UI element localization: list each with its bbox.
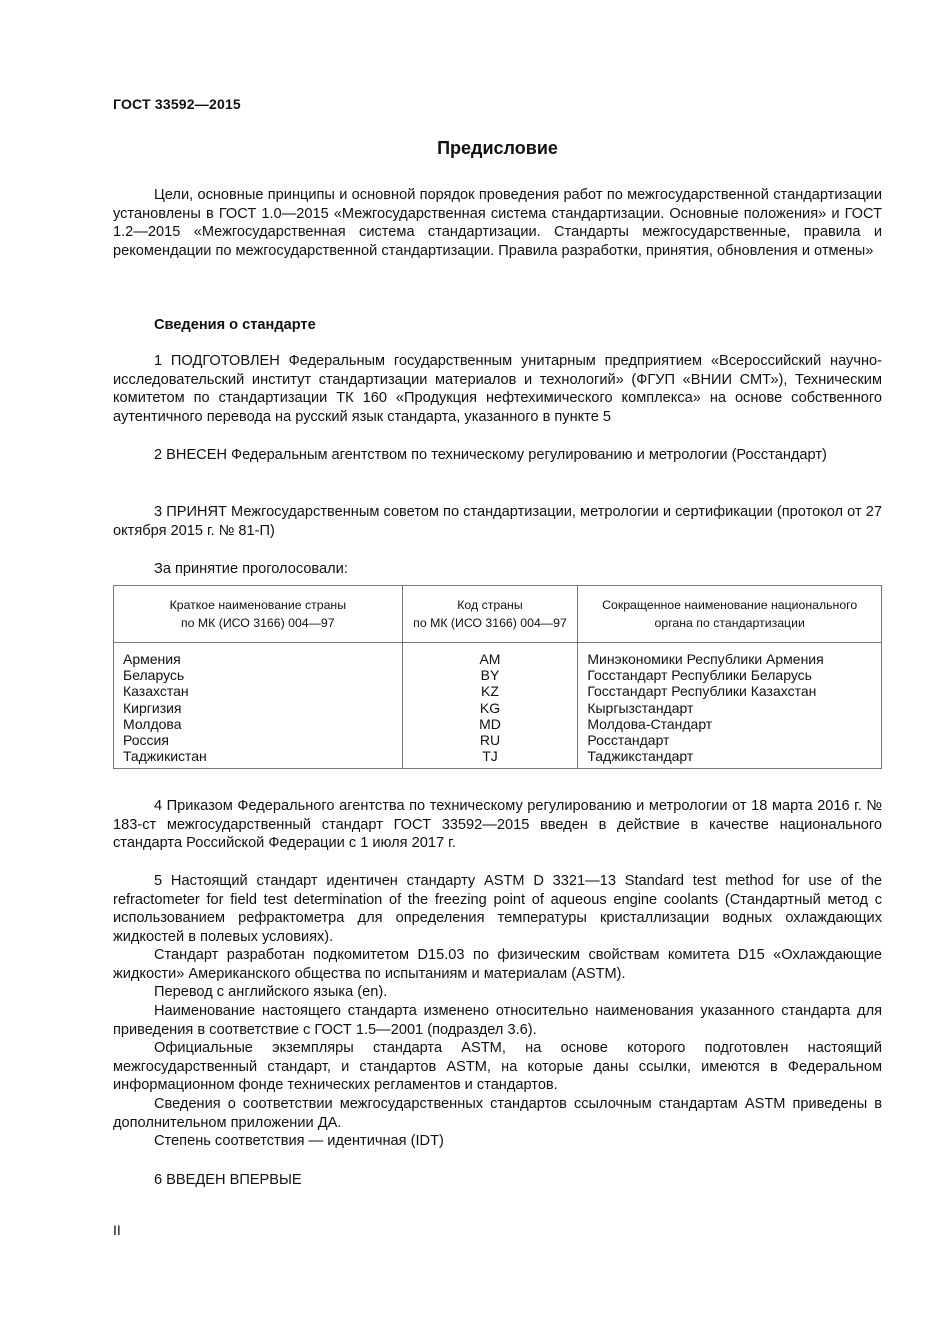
page-title: Предисловие (437, 138, 558, 158)
table-cell-country: Беларусь (114, 667, 403, 683)
table-cell-country: Армения (114, 643, 403, 668)
table-cell-org: Госстандарт Республики Беларусь (578, 667, 882, 683)
table-cell-org: Минэкономики Республики Армения (578, 643, 882, 668)
item-1-paragraph: 1 ПОДГОТОВЛЕН Федеральным государственным унитарным предприятием «Всероссийский научно-исследовательский институт стандартизации материалов и технологий» (ФГУП «ВНИИ СМТ»), Техническим комитетом по стандартизации ТК 160 «Продукция нефтехимического комплекса» на основе собственного аутентичного перевода на русский язык стандарта, указанного в пункте 5 (113, 353, 882, 425)
item-6-paragraph: 6 ВВЕДЕН ВПЕРВЫЕ (154, 1172, 302, 1188)
item-5-degree-paragraph: Степень соответствия — идентичная (IDT) (154, 1133, 444, 1149)
table-cell-code: KG (402, 700, 578, 716)
item-2-paragraph: 2 ВНЕСЕН Федеральным агентством по техническому регулированию и метрологии (Росстандарт) (154, 447, 827, 463)
item-4-paragraph: 4 Приказом Федерального агентства по техническому регулированию и метрологии от 18 марта 2016 г. № 183-ст межгосударственный стандарт ГОСТ 33592—2015 введен в действие в качестве национального стандарта Российской Федерации с 1 июля 2017 г. (113, 798, 882, 851)
table-cell-country: Таджикистан (114, 748, 403, 769)
table-cell-code: TJ (402, 748, 578, 769)
item-5-development-paragraph: Стандарт разработан подкомитетом D15.03 по физическим свойствам комитета D15 «Охлаждающие жидкости» Американского общества по испытаниям и материалам (ASTM). (113, 947, 882, 982)
document-header: ГОСТ 33592—2015 (113, 96, 241, 112)
table-row (114, 716, 882, 732)
standards-bodies-table (113, 585, 882, 769)
table-cell-country: Молдова (114, 716, 403, 732)
table-cell-org: Кыргызстандарт (578, 700, 882, 716)
table-cell-org: Таджикстандарт (578, 748, 882, 769)
table-cell-code: MD (402, 716, 578, 732)
table-row (114, 748, 882, 769)
item-5-official-copies-paragraph: Официальные экземпляры стандарта ASTM, на основе которого подготовлен настоящий межгосударственный стандарт, и стандартов ASTM, на которые даны ссылки, имеются в Федеральном информационном фонде технических регламентов и стандартов. (113, 1040, 882, 1093)
table-header-country: Краткое наименование страны по МК (ИСО 3166) 004—97 (114, 586, 403, 643)
table-header-row (114, 586, 882, 643)
item-5-name-change-paragraph: Наименование настоящего стандарта изменено относительно наименования указанного стандарта для приведения в соответствие с ГОСТ 1.5—2001 (подраздел 3.6). (113, 1003, 882, 1038)
voted-label: За принятие проголосовали: (154, 561, 348, 577)
table-cell-org: Молдова-Стандарт (578, 716, 882, 732)
table-row (114, 732, 882, 748)
table-cell-code: KZ (402, 683, 578, 699)
table-cell-org: Росстандарт (578, 732, 882, 748)
table-cell-code: BY (402, 667, 578, 683)
table-row (114, 643, 882, 668)
item-5-correspondence-paragraph: Сведения о соответствии межгосударственных стандартов ссылочным стандартам ASTM приведены в дополнительном приложении ДА. (113, 1096, 882, 1131)
page-number: II (113, 1222, 121, 1238)
table-row (114, 700, 882, 716)
table-header-org: Сокращенное наименование национального органа по стандартизации (578, 586, 882, 643)
table-cell-code: AM (402, 643, 578, 668)
table-header-code: Код страны по МК (ИСО 3166) 004—97 (402, 586, 578, 643)
section-subheading: Сведения о стандарте (154, 317, 316, 333)
table-cell-country: Киргизия (114, 700, 403, 716)
table-cell-org: Госстандарт Республики Казахстан (578, 683, 882, 699)
table-cell-code: RU (402, 732, 578, 748)
table-cell-country: Россия (114, 732, 403, 748)
intro-paragraph: Цели, основные принципы и основной порядок проведения работ по межгосударственной стандартизации установлены в ГОСТ 1.0—2015 «Межгосударственная система стандартизации. Основные положения» и ГОСТ 1.2—2015 «Межгосударственная система стандартизации. Стандарты межгосударственные, правила и рекомендации по межгосударственной стандартизации. Правила разработки, принятия, обновления и отмены» (113, 187, 882, 259)
table-row (114, 683, 882, 699)
item-5-translation-paragraph: Перевод с английского языка (en). (154, 984, 388, 1000)
item-3-paragraph: 3 ПРИНЯТ Межгосударственным советом по стандартизации, метрологии и сертификации (протокол от 27 октября 2015 г. № 81-П) (113, 504, 882, 539)
table-cell-country: Казахстан (114, 683, 403, 699)
table-row (114, 667, 882, 683)
item-5-paragraph: 5 Настоящий стандарт идентичен стандарту ASTM D 3321—13 Standard test method for use of the refractometer for field test determination of the freezing point of aqueous engine coolants (Стандартный метод с использованием рефрактометра для определения температуры кристаллизации водных охлаждающих жидкостей в полевых условиях). (113, 873, 882, 945)
